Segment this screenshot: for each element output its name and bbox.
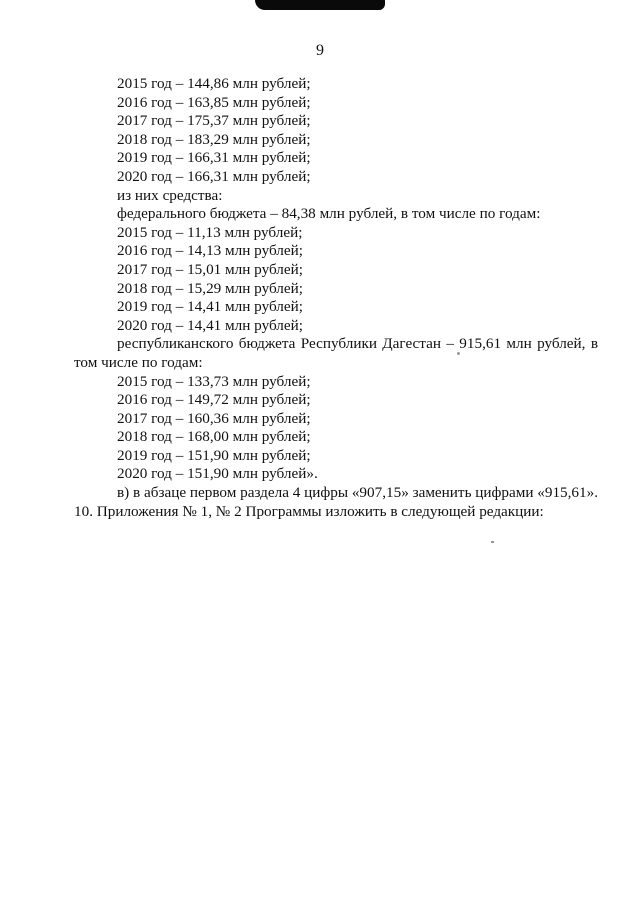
budget-line: 2017 год – 15,01 млн рублей; [117, 260, 303, 278]
budget-line: 2017 год – 160,36 млн рублей; [117, 409, 311, 427]
budget-line: 2015 год – 133,73 млн рублей; [117, 372, 311, 390]
budget-line: 2016 год – 163,85 млн рублей; [117, 93, 311, 111]
page-number: 9 [316, 42, 324, 59]
republic-budget-total-continuation: том числе по годам: [74, 353, 203, 371]
redaction-mark [255, 0, 385, 10]
section-intro: из них средства: [117, 186, 223, 204]
federal-budget-total: федерального бюджета – 84,38 млн рублей, в том числе по годам: [117, 205, 541, 223]
amendment-clause: в) в абзаце первом раздела 4 цифры «907,15» заменить цифрами «915,61». [117, 484, 599, 502]
amendment-item-10: 10. Приложения № 1, № 2 Программы изложить в следующей редакции: [74, 502, 544, 520]
document-body [74, 75, 598, 521]
budget-line: 2016 год – 14,13 млн рублей; [117, 242, 303, 260]
budget-line: 2018 год – 15,29 млн рублей; [117, 279, 303, 297]
budget-line: 2020 год – 151,90 млн рублей». [117, 465, 318, 483]
budget-line: 2020 год – 14,41 млн рублей; [117, 316, 303, 334]
budget-line: 2019 год – 14,41 млн рублей; [117, 298, 303, 316]
budget-line: 2015 год – 144,86 млн рублей; [117, 75, 311, 92]
budget-line: 2019 год – 166,31 млн рублей; [117, 149, 311, 167]
budget-line: 2017 год – 175,37 млн рублей; [117, 112, 311, 130]
budget-line: 2018 год – 168,00 млн рублей; [117, 428, 311, 446]
budget-line: 2019 год – 151,90 млн рублей; [117, 446, 311, 464]
scan-speck [491, 541, 494, 543]
budget-line: 2016 год – 149,72 млн рублей; [117, 391, 311, 409]
budget-line: 2018 год – 183,29 млн рублей; [117, 130, 311, 148]
budget-line: 2020 год – 166,31 млн рублей; [117, 167, 311, 185]
budget-line: 2015 год – 11,13 млн рублей; [117, 223, 303, 241]
republic-budget-total: республиканского бюджета Республики Дагестан – 915,61 млн рублей, в [117, 335, 598, 353]
